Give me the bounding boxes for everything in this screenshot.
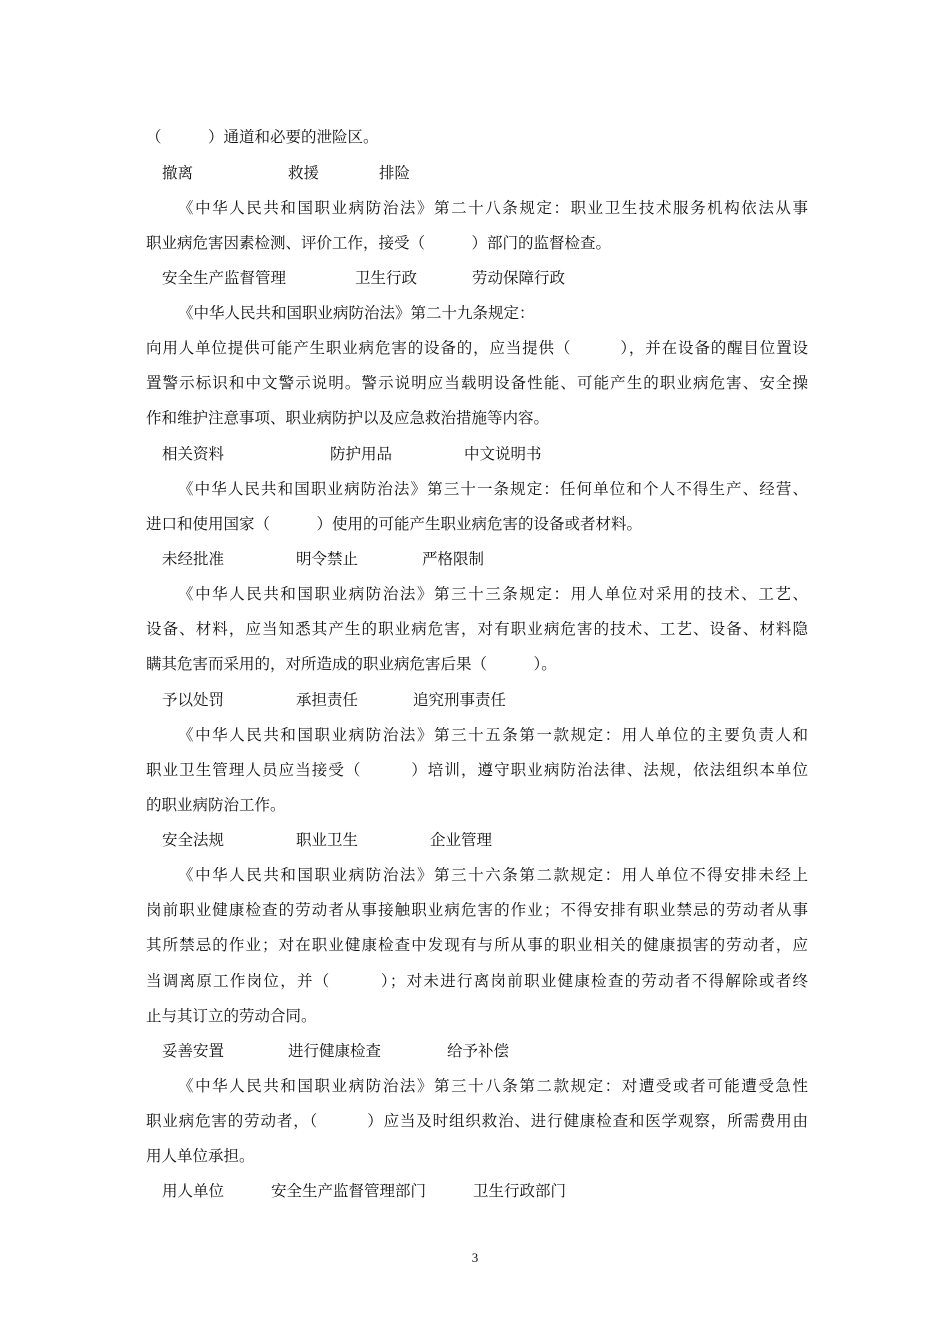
- text-line: 《中华人民共和国职业病防治法》第三十六条第二款规定：用人单位不得安排未经上: [178, 866, 808, 884]
- text-line: 《中华人民共和国职业病防治法》第三十三条规定：用人单位对采用的技术、工艺、: [178, 585, 808, 603]
- option-item: 职业卫生: [296, 831, 359, 849]
- text-line: 其所禁忌的作业；对在职业健康检查中发现有与所从事的职业相关的健康损害的劳动者，应: [146, 936, 808, 954]
- option-item: 防护用品: [330, 445, 393, 463]
- text-line: 的职业病防治工作。: [146, 796, 286, 814]
- option-item: 进行健康检查: [288, 1042, 382, 1060]
- text-line: 《中华人民共和国职业病防治法》第二十九条规定：: [178, 304, 535, 322]
- text-line: （ ）通道和必要的泄险区。: [146, 128, 379, 146]
- option-item: 予以处罚: [162, 691, 225, 709]
- option-item: 中文说明书: [464, 445, 542, 463]
- option-row: [162, 1041, 824, 1061]
- option-item: 承担责任: [296, 691, 359, 709]
- text-line: 岗前职业健康检查的劳动者从事接触职业病危害的作业；不得安排有职业禁忌的劳动者从事: [146, 901, 808, 919]
- text-line: 置警示标识和中文警示说明。警示说明应当载明设备性能、可能产生的职业病危害、安全操: [146, 374, 808, 392]
- text-line: 当调离原工作岗位，并（ ）；对未进行离岗前职业健康检查的劳动者不得解除或者终: [146, 972, 808, 990]
- text-line: 《中华人民共和国职业病防治法》第三十八条第二款规定：对遭受或者可能遭受急性: [178, 1077, 808, 1095]
- option-item: 妥善安置: [162, 1042, 225, 1060]
- option-item: 安全生产监督管理部门: [271, 1182, 427, 1200]
- option-row: [162, 549, 824, 569]
- option-row: [162, 1181, 824, 1201]
- option-item: 严格限制: [422, 550, 485, 568]
- page-number: 3: [471, 1250, 479, 1265]
- text-line: 作和维护注意事项、职业病防护以及应急救治措施等内容。: [146, 409, 550, 427]
- option-item: 安全法规: [162, 831, 225, 849]
- option-item: 相关资料: [162, 445, 225, 463]
- option-row: [162, 268, 824, 288]
- text-line: 《中华人民共和国职业病防治法》第二十八条规定：职业卫生技术服务机构依法从事: [178, 199, 808, 217]
- text-line: 止与其订立的劳动合同。: [146, 1007, 317, 1025]
- option-item: 安全生产监督管理: [162, 269, 287, 287]
- option-item: 用人单位: [162, 1182, 225, 1200]
- text-line: 职业卫生管理人员应当接受（ ）培训，遵守职业病防治法律、法规，依法组织本单位: [146, 761, 808, 779]
- option-item: 追究刑事责任: [413, 691, 507, 709]
- option-item: 明令禁止: [296, 550, 359, 568]
- text-line: 《中华人民共和国职业病防治法》第三十一条规定：任何单位和个人不得生产、经营、: [178, 480, 808, 498]
- option-item: 企业管理: [430, 831, 493, 849]
- option-item: 排险: [379, 164, 411, 182]
- text-line: 用人单位承担。: [146, 1147, 255, 1165]
- text-line: 职业病危害因素检测、评价工作，接受（ ）部门的监督检查。: [146, 234, 612, 252]
- option-item: 未经批准: [162, 550, 225, 568]
- option-row: [162, 830, 824, 850]
- option-item: 卫生行政: [355, 269, 418, 287]
- text-line: 向用人单位提供可能产生职业病危害的设备的，应当提供（ ），并在设备的醒目位置设: [146, 339, 808, 357]
- text-line: 职业病危害的劳动者，（ ）应当及时组织救治、进行健康检查和医学观察，所需费用由: [146, 1112, 808, 1130]
- option-item: 救援: [288, 164, 320, 182]
- option-item: 给予补偿: [447, 1042, 510, 1060]
- option-item: 劳动保障行政: [472, 269, 566, 287]
- option-row: [162, 690, 824, 710]
- text-line: 《中华人民共和国职业病防治法》第三十五条第一款规定：用人单位的主要负责人和: [178, 726, 808, 744]
- option-item: 卫生行政部门: [473, 1182, 567, 1200]
- text-line: 瞒其危害而采用的，对所造成的职业病危害后果（ ）。: [146, 655, 557, 673]
- option-item: 撤离: [162, 164, 194, 182]
- option-row: [162, 444, 824, 464]
- text-line: 进口和使用国家（ ）使用的可能产生职业病危害的设备或者材料。: [146, 515, 643, 533]
- option-row: [162, 163, 824, 183]
- text-line: 设备、材料，应当知悉其产生的职业病危害，对有职业病危害的技术、工艺、设备、材料隐: [146, 620, 808, 638]
